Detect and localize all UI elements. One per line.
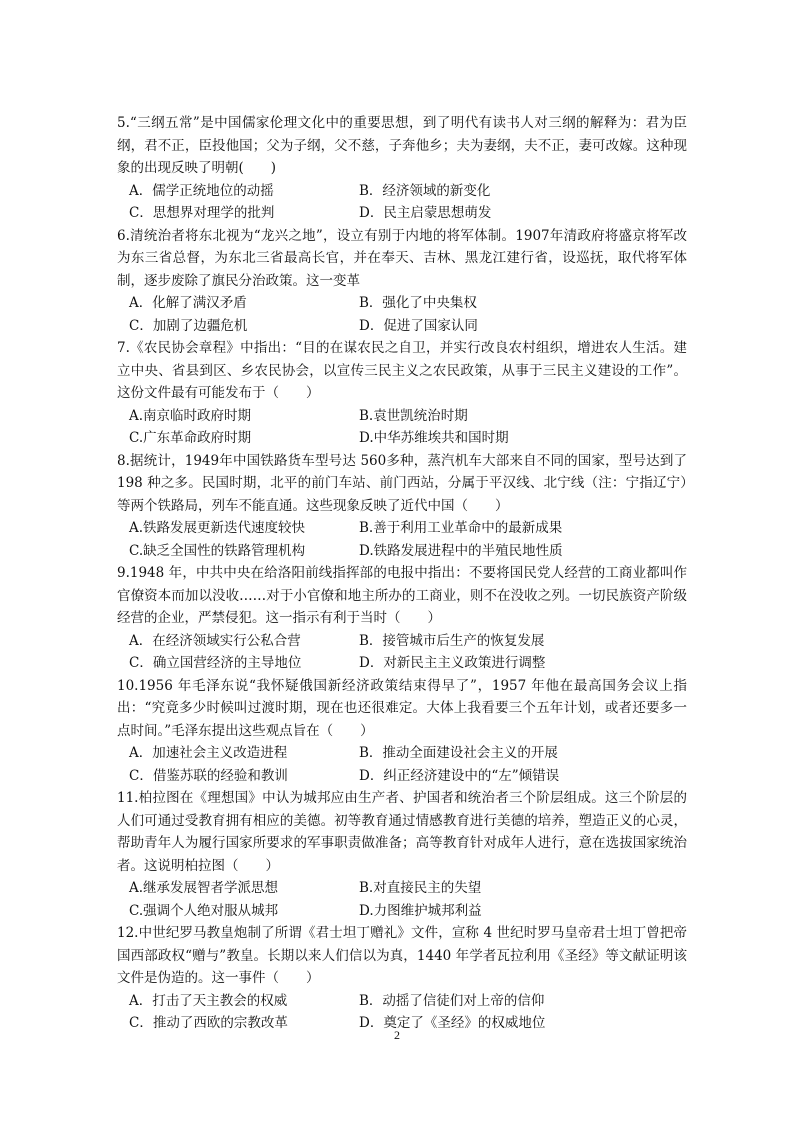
option-b: B.对直接民主的失望	[359, 880, 482, 896]
option-a: A．在经济领域实行公私合营	[129, 632, 301, 649]
question-9	[117, 562, 687, 675]
option-a: A.继承发展智者学派思想	[129, 880, 279, 896]
page-number: 2	[394, 1028, 400, 1042]
question-stem: 7.《农民协会章程》中指出：“目的在谋农民之自卫，并实行改良农村组织，增进农人生活。建立中央、省县到区、乡农民协会，以宣传三民主义之农民政策，从事于三民主义建设的工作”。这份文件最有可能发布于（ ）	[117, 340, 687, 401]
option-row	[117, 540, 687, 563]
option-row	[117, 990, 687, 1013]
option-row	[117, 652, 687, 675]
option-row	[117, 427, 687, 450]
option-a: A．打击了天主教会的权威	[129, 992, 288, 1009]
option-b: B．经济领域的新变化	[359, 182, 491, 199]
question-list	[117, 112, 687, 1035]
question-12	[117, 922, 687, 1035]
option-row	[117, 405, 687, 428]
question-8	[117, 450, 687, 563]
question-10	[117, 675, 687, 788]
option-row	[117, 180, 687, 203]
option-c: C．推动了西欧的宗教改革	[129, 1015, 288, 1031]
option-d: D.铁路发展进程中的半殖民地性质	[359, 542, 563, 559]
question-stem: 11.柏拉图在《理想国》中认为城邦应由生产者、护国者和统治者三个阶层组成。这三个阶层的人们可通过受教育拥有相应的美德。初等教育通过情感教育进行美德的培养，塑造正义的心灵，帮助青年人为履行国家所要求的军事职责做准备；高等教育针对成年人进行，意在选拔国家统治者。这说明柏拉图（ ）	[117, 790, 687, 874]
option-c: C．思想界对理学的批判	[129, 205, 275, 221]
option-d: D.中华苏维埃共和国时期	[359, 430, 509, 446]
option-a: A．化解了满汉矛盾	[129, 295, 247, 311]
option-row	[117, 315, 687, 338]
option-b: B．动摇了信徒们对上帝的信仰	[359, 992, 545, 1009]
option-d: D.力图维护城邦利益	[359, 902, 482, 919]
option-c: C.强调个人绝对服从城邦	[129, 902, 279, 919]
option-a: A．加速社会主义改造进程	[129, 745, 288, 761]
question-stem: 10.1956 年毛泽东说“我怀疑俄国新经济政策结束得早了”，1957 年他在最高国务会议上指出：“究竟多少时候叫过渡时期，现在也还很难定。大体上我看要三个五年计划，或者还要多一点时间。”毛泽东提出这些观点旨在（ ）	[117, 677, 687, 739]
option-d: D．对新民主主义政策进行调整	[359, 655, 546, 671]
option-row	[117, 630, 687, 653]
option-b: B.善于利用工业革命中的最新成果	[359, 520, 563, 536]
option-row	[117, 517, 687, 540]
option-c: C.缺乏全国性的铁路管理机构	[129, 542, 306, 559]
question-stem: 9.1948 年，中共中央在给洛阳前线指挥部的电报中指出：不要将国民党人经营的工商业都叫作官僚资本而加以没收……对于小官僚和地主所办的工商业，则不在没收之列。一切民族资产阶级经营的企业，严禁侵犯。这一指示有利于当时（ ）	[117, 565, 687, 626]
option-b: B．接管城市后生产的恢复发展	[359, 632, 545, 649]
option-c: C．借鉴苏联的经验和教训	[129, 767, 288, 784]
option-a: A.铁路发展更新迭代速度较快	[129, 520, 306, 536]
option-c: C．确立国营经济的主导地位	[129, 655, 302, 671]
question-6	[117, 225, 687, 338]
option-row	[117, 292, 687, 315]
question-7	[117, 337, 687, 450]
question-11	[117, 787, 687, 922]
option-d: D．纠正经济建设中的“左”倾错误	[359, 767, 560, 784]
option-b: B．强化了中央集权	[359, 295, 477, 311]
question-5	[117, 112, 687, 225]
option-a: A．儒学正统地位的动摇	[129, 182, 274, 199]
question-stem: 8.据统计，1949年中国铁路货车型号达 560多种，蒸汽机车大部来自不同的国家，型号达到了 198 种之多。民国时期，北平的前门车站、前门西站，分属于平汉线、北宁线（注：宁指辽宁）等两个铁路局，列车不能直通。这些现象反映了近代中国（ ）	[117, 452, 687, 514]
option-row	[117, 765, 687, 788]
option-c: C．加剧了边疆危机	[129, 317, 248, 334]
option-row	[117, 877, 687, 900]
option-row	[117, 900, 687, 923]
option-b: B．推动全面建设社会主义的开展	[359, 745, 558, 761]
option-a: A.南京临时政府时期	[129, 407, 252, 424]
option-d: D．奠定了《圣经》的权威地位	[359, 1015, 546, 1031]
option-b: B.袁世凯统治时期	[359, 407, 468, 424]
question-stem: 6.清统治者将东北视为“龙兴之地”，设立有别于内地的将军体制。1907年清政府将盛京将军改为东三省总督，为东北三省最高长官，并在奉天、吉林、黑龙江建行省，设巡抚，取代将军体制，逐步废除了旗民分治政策。这一变革	[117, 227, 687, 289]
question-stem: 5.“三纲五常”是中国儒家伦理文化中的重要思想，到了明代有读书人对三纲的解释为：君为臣纲，君不正，臣投他国；父为子纲，父不慈，子奔他乡；夫为妻纲，夫不正，妻可改嫁。这种现象的出现反映了明朝( )	[117, 115, 687, 176]
option-c: C.广东革命政府时期	[129, 430, 252, 446]
option-d: D．促进了国家认同	[359, 317, 478, 334]
option-row	[117, 742, 687, 765]
question-stem: 12.中世纪罗马教皇炮制了所谓《君士坦丁赠礼》文件，宣称 4 世纪时罗马皇帝君士坦丁曾把帝国西部政权“赠与”教皇。长期以来人们信以为真，1440 年学者瓦拉利用《圣经》等文献证明该文件是伪造的。这一事件（ ）	[117, 925, 687, 986]
option-row	[117, 202, 687, 225]
option-d: D．民主启蒙思想萌发	[359, 205, 492, 221]
